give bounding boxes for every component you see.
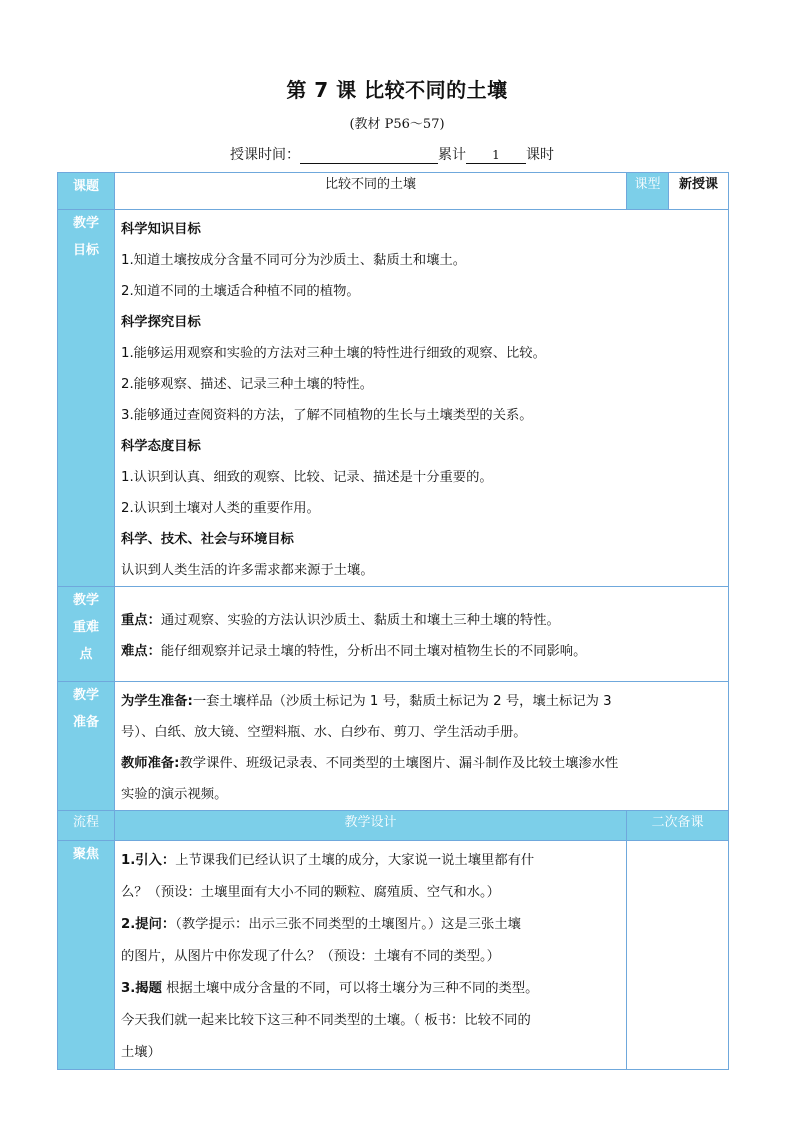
focus-label: 聚焦 — [58, 841, 115, 1070]
prep-row — [58, 682, 729, 811]
student-prep: 为学生准备:一套土壤样品（沙质土标记为 1 号，黏质土标记为 2 号，壤土标记为 3 — [121, 694, 612, 709]
goal-heading: 科学、技术、社会与环境目标 — [121, 532, 294, 547]
focus-step-1-cont: 么？（预设：土壤里面有大小不同的颗粒、腐殖质、空气和水。） — [121, 885, 500, 900]
goals-row — [58, 210, 729, 587]
key-points-content — [115, 587, 729, 682]
textbook-pages: (教材 P56～57) — [349, 117, 445, 132]
focus-step-3: 3.揭题 根据土壤中成分含量的不同，可以将土壤分为三种不同的类型。 — [121, 981, 539, 996]
difficult-point: 难点：能仔细观察并记录土壤的特性，分析出不同土壤对植物生长的不同影响。 — [121, 644, 587, 659]
second-prep-cell — [627, 841, 729, 1070]
goal-item: 2.认识到土壤对人类的重要作用。 — [121, 501, 320, 516]
unit-label: 课时 — [526, 147, 554, 163]
focus-step-3-cont: 今天我们就一起来比较下这三种不同类型的土壤。（ 板书：比较不同的 — [121, 1013, 531, 1028]
goal-heading: 科学态度目标 — [121, 439, 201, 454]
prep-label: 教学 准备 — [58, 682, 115, 811]
focus-step-2-cont: 的图片，从图片中你发现了什么？（预设：土壤有不同的类型。） — [121, 949, 500, 964]
student-prep-cont: 号）、白纸、放大镜、空塑料瓶、水、白纱布、剪刀、学生活动手册。 — [121, 725, 527, 740]
focus-row — [58, 841, 729, 1070]
goal-item: 3.能够通过查阅资料的方法，了解不同植物的生长与土壤类型的关系。 — [121, 408, 533, 423]
key-points-row — [58, 587, 729, 682]
type-value: 新授课 — [669, 173, 729, 210]
focus-step-2: 2.提问：（教学提示：出示三张不同类型的土壤图片。）这是三张土壤 — [121, 917, 521, 932]
goals-label: 教学 目标 — [58, 210, 115, 587]
goal-item: 1.认识到认真、细致的观察、比较、记录、描述是十分重要的。 — [121, 470, 493, 485]
flow-header-row — [58, 811, 729, 841]
prep-content — [115, 682, 729, 811]
page-title: 第 7 课 比较不同的土壤 — [286, 78, 508, 102]
key-point: 重点：通过观察、实验的方法认识沙质土、黏质土和壤土三种土壤的特性。 — [121, 613, 560, 628]
lesson-plan-table — [57, 172, 729, 1070]
flow-col-label: 流程 — [58, 811, 115, 841]
goal-item: 1.知道土壤按成分含量不同可分为沙质土、黏质土和壤土。 — [121, 253, 467, 268]
topic-row — [58, 173, 729, 210]
type-label: 课型 — [627, 173, 669, 210]
total-value: 1 — [466, 148, 526, 164]
goal-heading: 科学知识目标 — [121, 222, 201, 237]
lesson-time-line — [230, 144, 554, 164]
teacher-prep: 教师准备:教学课件、班级记录表、不同类型的土壤图片、漏斗制作及比较土壤渗水性 — [121, 756, 619, 771]
focus-step-3-end: 土壤） — [121, 1045, 161, 1060]
topic-value: 比较不同的土壤 — [115, 173, 627, 210]
time-blank — [300, 148, 438, 164]
focus-step-1: 1.引入：上节课我们已经认识了土壤的成分，大家说一说土壤里都有什 — [121, 853, 535, 868]
focus-content — [115, 841, 627, 1070]
teacher-prep-cont: 实验的演示视频。 — [121, 787, 228, 802]
design-col-label: 教学设计 — [115, 811, 627, 841]
goal-item: 2.能够观察、描述、记录三种土壤的特性。 — [121, 377, 374, 392]
second-prep-col-label: 二次备课 — [627, 811, 729, 841]
goal-item: 2.知道不同的土壤适合种植不同的植物。 — [121, 284, 360, 299]
key-points-label: 教学 重难 点 — [58, 587, 115, 682]
total-label: 累计 — [438, 147, 466, 163]
goal-item: 1.能够运用观察和实验的方法对三种土壤的特性进行细致的观察、比较。 — [121, 346, 546, 361]
topic-label: 课题 — [58, 173, 115, 210]
goals-content — [115, 210, 729, 587]
time-label: 授课时间： — [230, 147, 300, 163]
goal-heading: 科学探究目标 — [121, 315, 201, 330]
goal-item: 认识到人类生活的许多需求都来源于土壤。 — [121, 563, 374, 578]
